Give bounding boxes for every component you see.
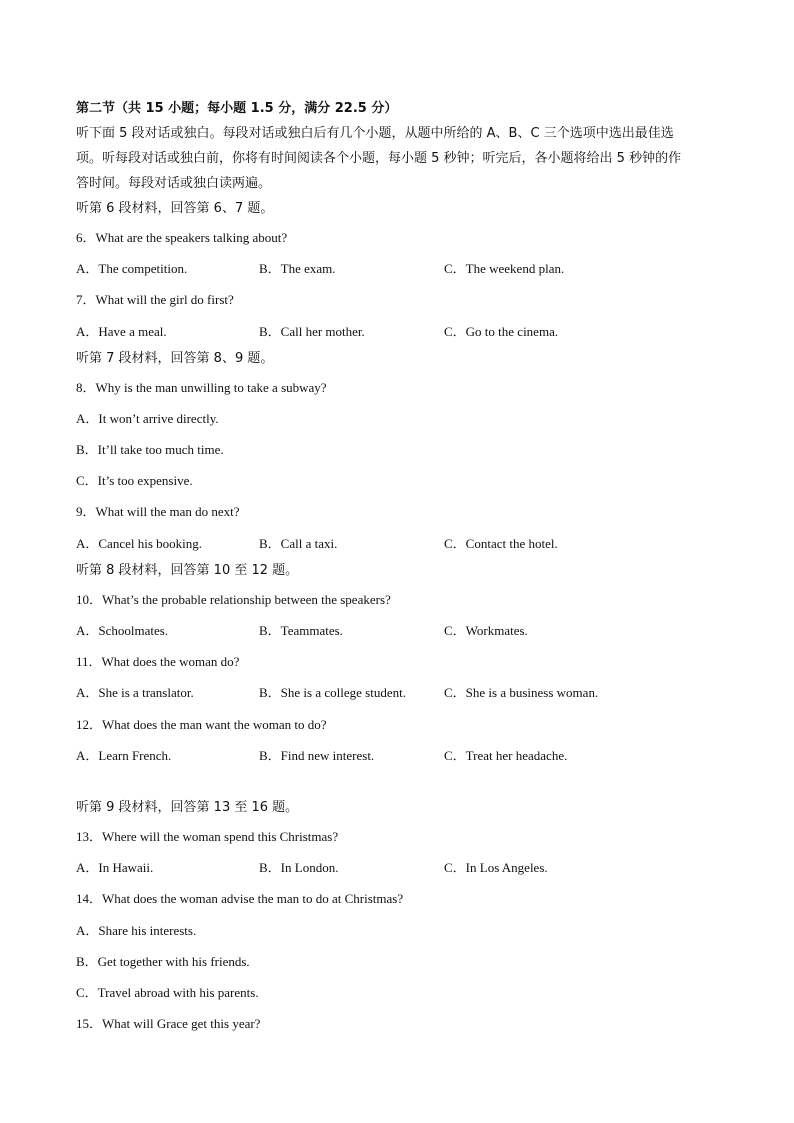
question-11-stem: 11．What does the woman do? (76, 654, 240, 669)
question-12-stem: 12．What does the man want the woman to do? (76, 717, 327, 732)
question-7-option-c: C．Go to the cinema. (444, 324, 559, 339)
question-12-option-c: C．Treat her headache. (444, 748, 568, 763)
instructions-line-1: 听下面 5 段对话或独白。每段对话或独白后有几个小题，从题中所给的 A、B、C 三个选项中选出最佳选 (76, 126, 674, 141)
question-10-option-a: A．Schoolmates. (76, 623, 169, 638)
question-10-stem: 10．What’s the probable relationship between the speakers? (76, 592, 391, 607)
question-14-stem: 14．What does the woman advise the man to do at Christmas? (76, 891, 404, 906)
group-heading-7: 听第 7 段材料，回答第 8、9 题。 (76, 351, 274, 366)
section-title: 第二节（共 15 小题；每小题 1.5 分，满分 22.5 分） (76, 101, 398, 116)
question-13-option-c: C．In Los Angeles. (444, 860, 548, 875)
question-9-option-b: B．Call a taxi. (259, 536, 338, 551)
question-7-option-a: A．Have a meal. (76, 324, 167, 339)
group-heading-9: 听第 9 段材料，回答第 13 至 16 题。 (76, 800, 299, 815)
question-8-option-a: A．It won’t arrive directly. (76, 411, 219, 426)
question-11-option-c: C．She is a business woman. (444, 685, 599, 700)
group-heading-6: 听第 6 段材料，回答第 6、7 题。 (76, 201, 274, 216)
question-9-option-a: A．Cancel his booking. (76, 536, 203, 551)
question-13-option-b: B．In London. (259, 860, 339, 875)
instructions-line-3: 答时间。每段对话或独白读两遍。 (76, 176, 272, 191)
question-13-option-a: A．In Hawaii. (76, 860, 154, 875)
question-8-option-b: B．It’ll take too much time. (76, 442, 224, 457)
question-14-option-b: B．Get together with his friends. (76, 954, 250, 969)
instructions-line-2: 项。听每段对话或独白前，你将有时间阅读各个小题，每小题 5 秒钟；听完后，各小题将给出 5 秒钟的作 (76, 151, 682, 166)
question-12-option-b: B．Find new interest. (259, 748, 375, 763)
group-heading-8: 听第 8 段材料，回答第 10 至 12 题。 (76, 563, 299, 578)
question-12-option-a: A．Learn French. (76, 748, 172, 763)
question-6-option-c: C．The weekend plan. (444, 261, 565, 276)
question-11-option-b: B．She is a college student. (259, 685, 406, 700)
question-14-option-a: A．Share his interests. (76, 923, 197, 938)
question-9-stem: 9．What will the man do next? (76, 504, 240, 519)
question-7-option-b: B．Call her mother. (259, 324, 365, 339)
question-10-option-b: B．Teammates. (259, 623, 343, 638)
question-14-option-c: C．Travel abroad with his parents. (76, 985, 259, 1000)
question-8-option-c: C．It’s too expensive. (76, 473, 193, 488)
question-6-stem: 6．What are the speakers talking about? (76, 230, 288, 245)
question-15-stem: 15．What will Grace get this year? (76, 1016, 261, 1031)
question-6-option-a: A．The competition. (76, 261, 188, 276)
question-11-option-a: A．She is a translator. (76, 685, 194, 700)
question-13-stem: 13．Where will the woman spend this Christmas? (76, 829, 339, 844)
question-8-stem: 8．Why is the man unwilling to take a subway? (76, 380, 327, 395)
question-7-stem: 7．What will the girl do first? (76, 292, 234, 307)
question-6-option-b: B．The exam. (259, 261, 336, 276)
question-9-option-c: C．Contact the hotel. (444, 536, 558, 551)
question-10-option-c: C．Workmates. (444, 623, 528, 638)
